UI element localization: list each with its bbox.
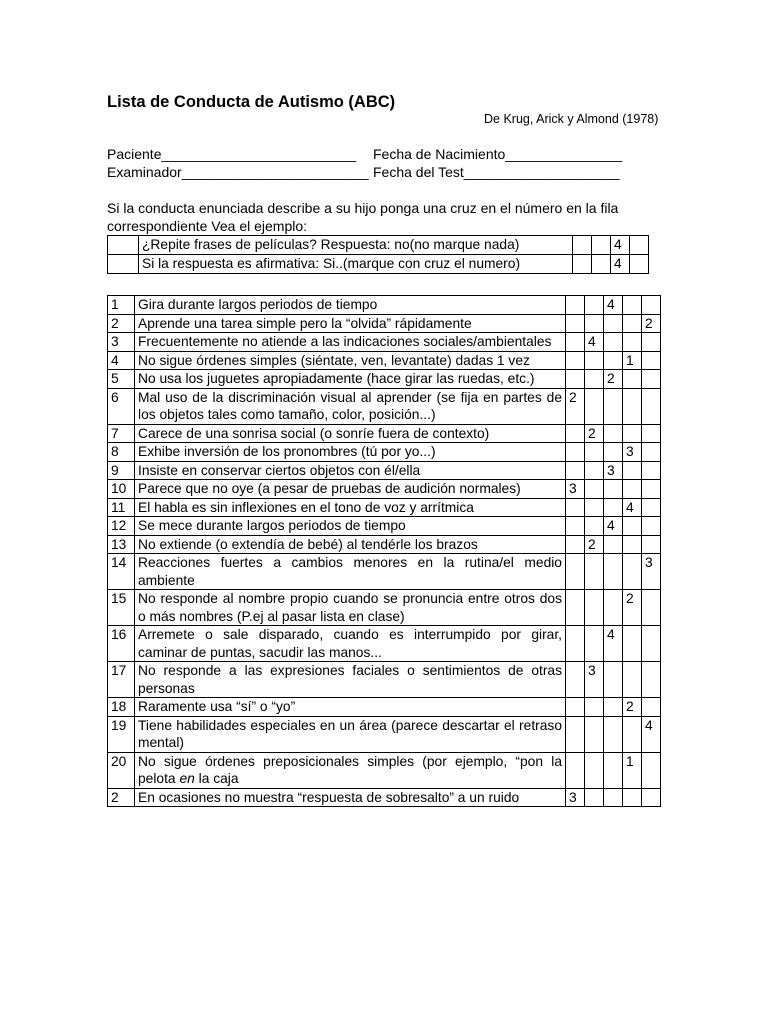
item-score-cell[interactable] [604, 535, 623, 554]
item-number: 19 [108, 716, 135, 752]
item-number: 12 [108, 517, 135, 536]
table-row [108, 351, 661, 370]
item-score-cell[interactable] [642, 461, 661, 480]
item-score-cell[interactable] [642, 662, 661, 698]
item-score-cell[interactable] [566, 590, 585, 626]
item-text: No usa los juguetes apropiadamente (hace girar las ruedas, etc.) [135, 370, 566, 389]
item-score-cell[interactable] [566, 424, 585, 443]
item-score-cell[interactable]: 4 [604, 517, 623, 536]
example-score-cell[interactable]: 4 [611, 236, 630, 255]
item-number: 4 [108, 351, 135, 370]
item-number: 10 [108, 480, 135, 499]
item-text: Frecuentemente no atiende a las indicaciones sociales/ambientales [135, 333, 566, 352]
item-text: No sigue órdenes simples (siéntate, ven, levantate) dadas 1 vez [135, 351, 566, 370]
item-text: Carece de una sonrisa social (o sonríe fuera de contexto) [135, 424, 566, 443]
item-score-cell[interactable]: 4 [623, 498, 642, 517]
item-number: 1 [108, 296, 135, 315]
item-score-cell[interactable]: 3 [585, 662, 604, 698]
item-text: No sigue órdenes preposicionales simples (por ejemplo, “pon la pelota en la caja [135, 752, 566, 788]
fecha-nacimiento-field[interactable]: Fecha de Nacimiento_______________ [373, 146, 623, 162]
item-score-cell[interactable] [604, 752, 623, 788]
item-score-cell[interactable] [604, 314, 623, 333]
item-number: 2 [108, 788, 135, 807]
example-table [107, 235, 649, 274]
item-score-cell[interactable] [566, 535, 585, 554]
item-text: Gira durante largos periodos de tiempo [135, 296, 566, 315]
item-score-cell[interactable] [585, 351, 604, 370]
item-score-cell[interactable] [642, 480, 661, 499]
item-score-cell[interactable] [566, 314, 585, 333]
item-score-cell[interactable] [566, 370, 585, 389]
item-text: Raramente usa “sí” o “yo” [135, 698, 566, 717]
item-score-cell[interactable]: 2 [642, 314, 661, 333]
example-row [108, 255, 649, 274]
item-score-cell[interactable] [642, 296, 661, 315]
item-text: El habla es sin inflexiones en el tono de voz y arrítmica [135, 498, 566, 517]
item-score-cell[interactable] [642, 517, 661, 536]
item-number: 16 [108, 626, 135, 662]
item-score-cell[interactable] [642, 788, 661, 807]
example-text: ¿Repite frases de películas? Respuesta: no(no marque nada) [139, 236, 573, 255]
item-score-cell[interactable] [566, 716, 585, 752]
item-score-cell[interactable] [585, 626, 604, 662]
item-text: Parece que no oye (a pesar de pruebas de audición normales) [135, 480, 566, 499]
item-score-cell[interactable] [585, 480, 604, 499]
item-score-cell[interactable]: 2 [566, 388, 585, 424]
item-score-cell[interactable] [585, 443, 604, 462]
item-score-cell[interactable] [642, 626, 661, 662]
item-number: 8 [108, 443, 135, 462]
item-score-cell[interactable] [604, 716, 623, 752]
item-score-cell[interactable]: 4 [642, 716, 661, 752]
item-score-cell[interactable]: 2 [623, 698, 642, 717]
item-score-cell[interactable] [604, 351, 623, 370]
item-score-cell[interactable] [566, 351, 585, 370]
item-score-cell[interactable] [604, 443, 623, 462]
table-row [108, 662, 661, 698]
item-score-cell[interactable] [642, 370, 661, 389]
table-row [108, 788, 661, 807]
table-row [108, 716, 661, 752]
item-number: 18 [108, 698, 135, 717]
item-number: 17 [108, 662, 135, 698]
item-score-cell[interactable] [585, 296, 604, 315]
item-score-cell[interactable] [585, 554, 604, 590]
item-score-cell[interactable] [604, 698, 623, 717]
item-score-cell[interactable]: 2 [585, 535, 604, 554]
table-row [108, 333, 661, 352]
example-score-cell[interactable] [592, 236, 611, 255]
example-score-cell[interactable] [573, 236, 592, 255]
item-score-cell[interactable]: 2 [623, 590, 642, 626]
item-score-cell[interactable] [585, 517, 604, 536]
paciente-field[interactable]: Paciente_________________________ [107, 146, 357, 162]
item-text: En ocasiones no muestra “respuesta de sobresalto” a un ruido [135, 788, 566, 807]
item-score-cell[interactable] [566, 443, 585, 462]
example-text: Si la respuesta es afirmativa: Si..(marque con cruz el numero) [139, 255, 573, 274]
instructions-text: Si la conducta enunciada describe a su hijo ponga una cruz en el número en la fila correspondiente Vea el ejemplo: [107, 200, 619, 234]
example-score-cell[interactable] [630, 255, 649, 274]
table-row [108, 461, 661, 480]
item-score-cell[interactable] [604, 388, 623, 424]
item-score-cell[interactable] [642, 698, 661, 717]
item-score-cell[interactable] [585, 314, 604, 333]
item-number: 14 [108, 554, 135, 590]
table-row [108, 424, 661, 443]
example-row [108, 236, 649, 255]
table-row [108, 314, 661, 333]
item-number: 15 [108, 590, 135, 626]
item-text: Tiene habilidades especiales en un área (parece descartar el retraso mental) [135, 716, 566, 752]
item-score-cell[interactable] [566, 498, 585, 517]
table-row [108, 535, 661, 554]
item-score-cell[interactable] [623, 370, 642, 389]
item-number: 7 [108, 424, 135, 443]
item-score-cell[interactable] [604, 554, 623, 590]
item-score-cell[interactable] [623, 424, 642, 443]
item-text: Aprende una tarea simple pero la “olvida” rápidamente [135, 314, 566, 333]
item-score-cell[interactable]: 3 [642, 554, 661, 590]
item-score-cell[interactable] [604, 333, 623, 352]
item-score-cell[interactable] [566, 554, 585, 590]
table-row [108, 498, 661, 517]
item-score-cell[interactable]: 3 [566, 788, 585, 807]
item-score-cell[interactable] [585, 590, 604, 626]
item-number: 5 [108, 370, 135, 389]
item-score-cell[interactable] [642, 590, 661, 626]
item-score-cell[interactable] [585, 388, 604, 424]
examinador-field[interactable]: Examinador________________________ [107, 164, 369, 180]
item-score-cell[interactable] [642, 752, 661, 788]
item-score-cell[interactable] [642, 351, 661, 370]
item-score-cell[interactable] [642, 498, 661, 517]
item-score-cell[interactable] [585, 716, 604, 752]
page-title: Lista de Conducta de Autismo (ABC) [107, 93, 396, 111]
example-blank-cell [108, 255, 139, 274]
item-score-cell[interactable] [604, 424, 623, 443]
item-text: No responde a las expresiones faciales o sentimientos de otras personas [135, 662, 566, 698]
item-number: 2 [108, 314, 135, 333]
item-score-cell[interactable] [566, 333, 585, 352]
item-score-cell[interactable] [566, 662, 585, 698]
item-score-cell[interactable]: 2 [585, 424, 604, 443]
table-row [108, 517, 661, 536]
item-score-cell[interactable] [623, 554, 642, 590]
item-number: 3 [108, 333, 135, 352]
item-score-cell[interactable]: 3 [623, 443, 642, 462]
item-score-cell[interactable] [566, 461, 585, 480]
item-score-cell[interactable] [623, 788, 642, 807]
item-score-cell[interactable] [566, 296, 585, 315]
item-score-cell[interactable] [604, 662, 623, 698]
item-score-cell[interactable] [623, 388, 642, 424]
item-number: 6 [108, 388, 135, 424]
item-score-cell[interactable]: 4 [604, 296, 623, 315]
table-row [108, 443, 661, 462]
item-score-cell[interactable] [566, 626, 585, 662]
item-text: Arremete o sale disparado, cuando es interrumpido por girar, caminar de puntas, sacudir las manos... [135, 626, 566, 662]
item-score-cell[interactable]: 2 [604, 370, 623, 389]
table-row [108, 590, 661, 626]
item-score-cell[interactable]: 4 [585, 333, 604, 352]
item-text: Se mece durante largos periodos de tiempo [135, 517, 566, 536]
item-score-cell[interactable] [642, 424, 661, 443]
table-row [108, 388, 661, 424]
item-score-cell[interactable] [585, 370, 604, 389]
item-score-cell[interactable] [642, 443, 661, 462]
table-row [108, 296, 661, 315]
item-score-cell[interactable] [623, 517, 642, 536]
authors-citation: De Krug, Arick y Almond (1978) [484, 112, 659, 126]
item-score-cell[interactable] [604, 590, 623, 626]
item-score-cell[interactable] [585, 788, 604, 807]
table-row [108, 698, 661, 717]
item-score-cell[interactable] [623, 314, 642, 333]
item-score-cell[interactable] [566, 698, 585, 717]
item-score-cell[interactable] [623, 333, 642, 352]
fecha-test-field[interactable]: Fecha del Test____________________ [373, 164, 620, 180]
item-score-cell[interactable] [623, 461, 642, 480]
item-number: 11 [108, 498, 135, 517]
table-row [108, 480, 661, 499]
item-number: 13 [108, 535, 135, 554]
item-score-cell[interactable] [604, 788, 623, 807]
item-number: 20 [108, 752, 135, 788]
table-row [108, 554, 661, 590]
item-score-cell[interactable] [604, 498, 623, 517]
item-text: Exhibe inversión de los pronombres (tú por yo...) [135, 443, 566, 462]
item-score-cell[interactable] [623, 716, 642, 752]
example-score-cell[interactable] [592, 255, 611, 274]
item-score-cell[interactable] [623, 626, 642, 662]
item-score-cell[interactable]: 3 [566, 480, 585, 499]
item-text: No responde al nombre propio cuando se pronuncia entre otros dos o más nombres (P.ej al pasar lista en clase) [135, 590, 566, 626]
item-score-cell[interactable] [585, 698, 604, 717]
example-score-cell[interactable] [573, 255, 592, 274]
item-number: 9 [108, 461, 135, 480]
item-score-cell[interactable] [642, 333, 661, 352]
item-score-cell[interactable]: 4 [604, 626, 623, 662]
item-score-cell[interactable] [585, 752, 604, 788]
item-score-cell[interactable] [642, 535, 661, 554]
example-blank-cell [108, 236, 139, 255]
item-text: Mal uso de la discriminación visual al aprender (se fija en partes de los objetos tales como tamaño, color, posición...) [135, 388, 566, 424]
item-score-cell[interactable] [585, 498, 604, 517]
item-score-cell[interactable] [623, 296, 642, 315]
item-score-cell[interactable] [623, 662, 642, 698]
item-score-cell[interactable] [585, 461, 604, 480]
table-row [108, 370, 661, 389]
item-score-cell[interactable]: 1 [623, 752, 642, 788]
example-score-cell[interactable] [630, 236, 649, 255]
item-score-cell[interactable] [642, 388, 661, 424]
item-text: Insiste en conservar ciertos objetos con él/ella [135, 461, 566, 480]
item-score-cell[interactable] [623, 480, 642, 499]
example-score-cell[interactable]: 4 [611, 255, 630, 274]
item-score-cell[interactable]: 1 [623, 351, 642, 370]
item-text: Reacciones fuertes a cambios menores en la rutina/el medio ambiente [135, 554, 566, 590]
items-table [107, 295, 661, 807]
table-row [108, 752, 661, 788]
item-score-cell[interactable] [566, 752, 585, 788]
item-score-cell[interactable] [604, 480, 623, 499]
item-score-cell[interactable]: 3 [604, 461, 623, 480]
item-text: No extiende (o extendía de bebé) al tendérle los brazos [135, 535, 566, 554]
table-row [108, 626, 661, 662]
item-score-cell[interactable] [623, 535, 642, 554]
item-score-cell[interactable] [566, 517, 585, 536]
